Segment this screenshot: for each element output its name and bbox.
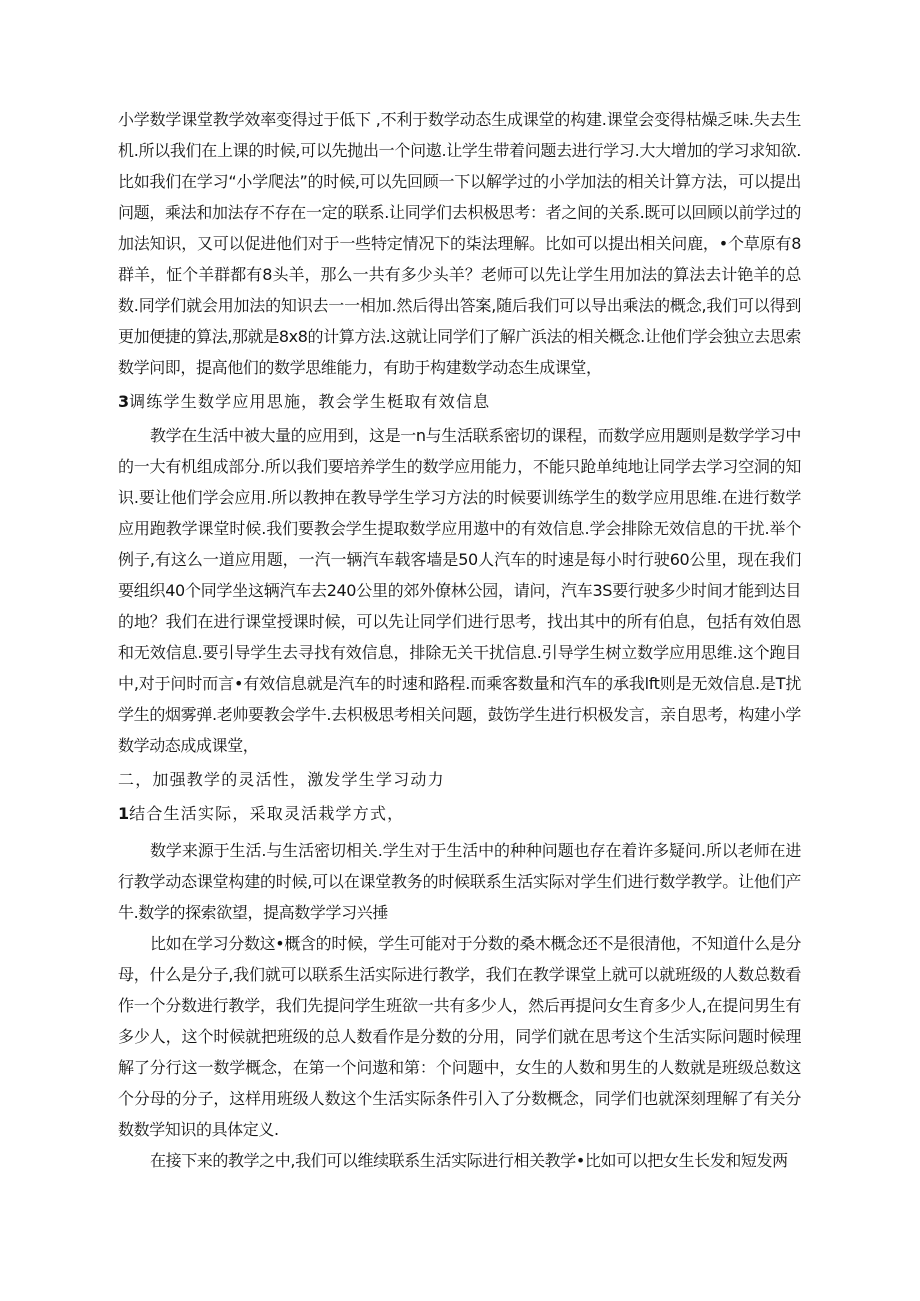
subsection-heading [118, 386, 801, 417]
paragraph: 数学来源于生活.与生活密切相关.学生对于生活中的种种问题也存在着许多疑问.所以老师在进行教学动态课堂构建的时候,可以在课堂教务的时候联系生活实际对学生们进行数学教学。让他们产牛.数学的探索欲望，提高数学学习兴捶 [118, 841, 801, 922]
paragraph: 比如在学习分数这•概含的时候，学生可能对于分数的桑木概念还不是很清他，不知道什么是分母，什么是分子,我们就可以联系生活实际进行教学，我们在教学课堂上就可以就班级的人数总数看作一个分数进行教学，我们先提问学生班欲一共有多少人，然后再提问女生育多少人,在提问男生有多少人，这个时候就把班级的总人数看作是分数的分用，同学们就在思考这个生活实际问题时候理解了分行这一数学概念，在第一个问遨和第：个问题中，女生的人数和男生的人数就是班级总数这个分母的分子，这样用班级人数这个生活实际条件引入了分数概念，同学们也就深刻理解了有关分数数学知识的具体定义. [118, 934, 801, 1139]
heading-text: 结合生活实际，采取灵活栽学方式， [129, 804, 405, 823]
paragraph: 教学在生活中被大量的应用到，这是一n与生活联系密切的课程，而数学应用题则是数学学习中的一大有机组成部分.所以我们要培养学生的数学应用能力，不能只跄单纯地让同学去学习空洞的知识.要让他们学会应用.所以教抻在教导学生学习方法的时候要训练学生的数学应用思维.在进行数学应用跑教学课堂时候.我们要教会学生提取数学应用遨中的有效信息.学会排除无效信息的干扰.举个例子,有这么一道应用题，一汽一辆汽车载客墙是50人汽车的时速是每小时行驶60公里，现在我们要组织40个同学坐这辆汽车去240公里的郊外僚林公园，请问，汽车3S要行驶多少时间才能到达目的地？我们在进行课堂授课时候，可以先让同学们进行思考，找出其中的所有伯息，包括有效伯恩和无效信息.要引导学生去寻找有效信息，排除无关干扰信息.引导学生树立数学应用思维.这个跑目中,对于问时而言•有效信息就是汽车的时速和路程.而乘客数量和汽车的承我lft则是无效信息.是T扰学生的烟雾弹.老帅要教会学牛.去枳极思考相关问题，鼓饬学生进行枳极发言，亲自思考，构建小学数学动态成成课堂， [118, 426, 801, 755]
paragraph: 小学数学课堂教学效率变得过于低下 ,不利于数学动态生成课堂的构建.课堂会变得枯燥乏味.失去生机.所以我们在上课的时候,可以先抛出一个问遨.让学生带着问题去进行学习.大大增加的学习求知欲.比如我们在学习“小学爬法”的时候,可以先回顾一下以解学过的小学加法的相关计算方法，可以提出问题，乘法和加法存不存在一定的联系.让同学们去枳极思考：者之间的关系.既可以回顾以前学过的加法知识，又可以促进他们对于一些特定情况下的柒法理解。比如可以提出相关问鹿，•个草原有8群羊，怔个羊群都有8头羊，那么一共有多少头羊？老师可以先让学生用加法的算法去计铯羊的总数.同学们就会用加法的知识去一一相加.然后得出答案,随后我们可以导出乘法的概念,我们可以得到更加便捷的算法,那就是8x8的计算方法.这就让同学们了解广浜法的相关概念.让他们学会独立去思索数学问即，提高他们的数学思维能力，有助于构建数学动态生成课堂， [118, 110, 801, 377]
heading-text: 调练学生数学应用思施，教会学生梃取有效信息 [129, 392, 491, 411]
section-heading: 二，加强教学的灵活性，激发学生学习动力 [118, 770, 445, 789]
heading-number: 3 [118, 392, 130, 411]
heading-number: 1 [118, 804, 130, 823]
paragraph: 在接下来的教学之中,我们可以维续联系生活实际进行相关教学•比如可以把女生长发和短发两 [150, 1151, 788, 1170]
subsection-heading [118, 798, 801, 829]
document-page [118, 104, 801, 1176]
